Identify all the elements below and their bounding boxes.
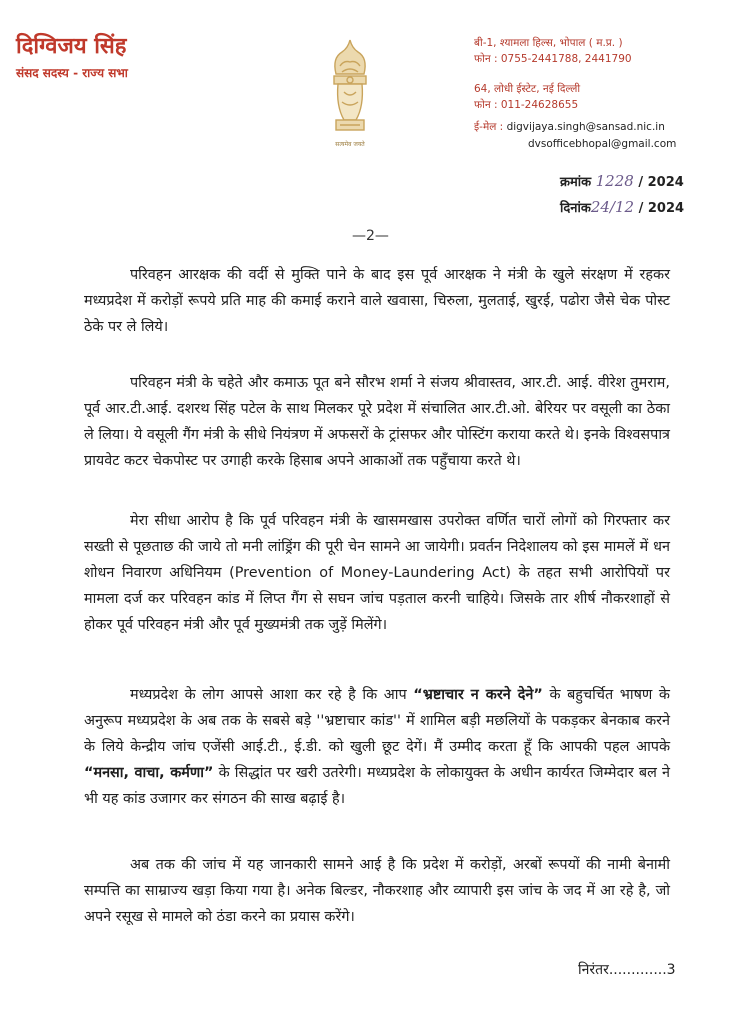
continued-marker: निरंतर.............3 <box>578 962 676 978</box>
paragraph-1 <box>84 262 670 340</box>
reference-number <box>560 172 684 190</box>
phone-bhopal: फोन : 0755-2441788, 2441790 <box>474 53 632 65</box>
paragraph-4-text-c: के सिद्धांत पर खरी उतरेगी। मध्यप्रदेश के लोकायुक्त के अधीन कार्यरत जिम्मेदार बल ने भी यह कांड उजागर कर संगठन की साख बढ़ाई है। <box>84 765 670 807</box>
ashoka-emblem-icon <box>322 36 378 144</box>
quote-mansa-vacha-karmana: “मनसा, वाचा, कर्मणा” <box>84 765 214 781</box>
reference-date-value: 24/12 <box>590 198 635 216</box>
paragraph-1-text: परिवहन आरक्षक की वर्दी से मुक्ति पाने के बाद इस पूर्व आरक्षक ने मंत्री के खुले संरक्षण में रहकर मध्यप्रदेश में करोड़ों रूपये प्रति माह की कमाई कराने वाले खवासा, चिरुला, मुलताई, खुरई, पढोरा जैसे चेक पोस्ट ठेके पर ले लिये। <box>84 267 670 335</box>
phone-delhi: फोन : 011-24628655 <box>474 99 579 111</box>
page-marker: —2— <box>352 228 389 244</box>
paragraph-4-text-a: मध्यप्रदेश के लोग आपसे आशा कर रहे है कि आप <box>130 687 407 703</box>
reference-date <box>560 198 684 216</box>
email-primary[interactable]: digvijaya.singh@sansad.nic.in <box>506 121 665 133</box>
email-label: ई-मेल : <box>474 121 504 133</box>
email-row <box>474 120 665 134</box>
emblem-motto: सत्यमेव जयते <box>335 141 365 148</box>
paragraph-3 <box>84 508 670 638</box>
reference-number-year: / 2024 <box>638 175 684 190</box>
address-delhi: 64, लोधी ईस्टेट, नई दिल्ली <box>474 83 581 95</box>
paragraph-3-text: मेरा सीधा आरोप है कि पूर्व परिवहन मंत्री के खासमखास उपरोक्त वर्णित चारों लोगों को गिरफ्तार कर सख्ती से पूछताछ की जाये तो मनी लांड्रिंग की पूरी चेन सामने आ जायेगी। प्रवर्तन निदेशालय को इस मामलें में धन शोधन निवारण अधिनियम (Prevention of Money-Laundering Act) के तहत सभी आरोपियों पर मामला दर्ज कर परिवहन कांड में लिप्त गैंग से सघन जांच पड़ताल करनी चाहिये। जिसके तार शीर्ष नौकरशाहों से होकर पूर्व परिवहन मंत्री और पूर्व मुख्यमंत्री तक जुड़ें मिलेंगे। <box>84 513 670 633</box>
reference-number-value: 1228 <box>595 172 634 190</box>
paragraph-4 <box>84 682 670 812</box>
email-secondary[interactable]: dvsofficebhopal@gmail.com <box>528 138 677 150</box>
reference-date-label: दिनांक <box>560 201 591 216</box>
sender-name: दिग्विजय सिंह <box>16 34 127 59</box>
paragraph-2-text: परिवहन मंत्री के चहेते और कमाऊ पूत बने सौरभ शर्मा ने संजय श्रीवास्तव, आर.टी. आई. वीरेश तुमराम, पूर्व आर.टी.आई. दशरथ सिंह पटेल के साथ मिलकर पूरे प्रदेश में संचालित आर.टी.ओ. बेरियर पर वसूली का ठेका ले लिया। ये वसूली गैंग मंत्री के सीधे नियंत्रण में अफसरों के ट्रांसफर और पोस्टिंग कराया करते थे। इनके विश्वसपात्र प्रायवेट कटर चेकपोस्ट पर उगाही करके हिसाब अपने आकाओं तक पहुँचाया करते थे। <box>84 375 670 469</box>
address-bhopal: बी-1, श्यामला हिल्स, भोपाल ( म.प्र. ) <box>474 37 623 49</box>
quote-bhrashtachar: “भ्रष्टाचार न करने देने” <box>413 687 543 703</box>
reference-number-label: क्रमांक <box>560 175 592 190</box>
paragraph-5 <box>84 852 670 930</box>
reference-date-year: / 2024 <box>638 201 685 216</box>
paragraph-4-text-b: के बहुचर्चित भाषण के अनुरूप मध्यप्रदेश के अब तक के सबसे बड़े ''भ्रष्टाचार कांड'' में शामिल बड़ी मछलियों के पकड़कर बेनकाब करने के लिये केन्द्रीय जांच एजेंसी आई.टी., ई.डी. को खुली छूट देगें। मैं उम्मीद करता हूँ कि आपकी पहल आपके <box>84 687 670 755</box>
paragraph-2 <box>84 370 670 474</box>
paragraph-5-text: अब तक की जांच में यह जानकारी सामने आई है कि प्रदेश में करोड़ों, अरबों रूपयों की नामी बेनामी सम्पत्ति का साम्राज्य खड़ा किया गया है। अनेक बिल्डर, नौकरशाह और व्यापारी इस जांच के जद में आ रहे है, जो अपने रसूख से मामले को ठंडा करने का प्रयास करेंगे। <box>84 857 670 925</box>
sender-designation: संसद सदस्य - राज्य सभा <box>16 66 128 80</box>
